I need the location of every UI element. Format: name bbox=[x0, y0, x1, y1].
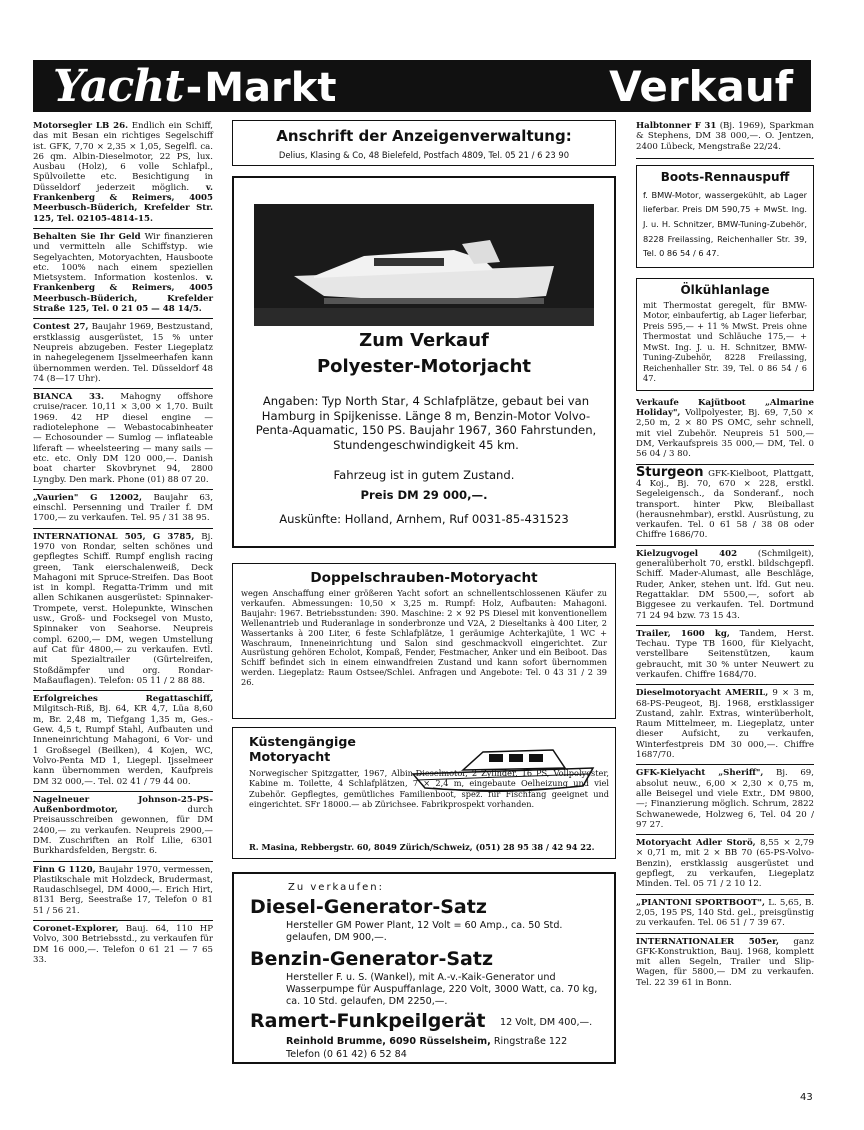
boots-body: f. BMW-Motor, wassergekühlt, ab Lager lieferbar. Preis DM 590,75 + MwSt. Ing. J. u. H. Schnitzer, BMW-Tuning-Zubehör, 8228 Freilassing, Reichenhaller Str. 39, Tel. 0 86 54 / 6 47. bbox=[643, 189, 807, 259]
left-column bbox=[33, 118, 213, 969]
list-item: Dieselmotoryacht AMERIL, 9 × 3 m, 68-PS-Peugeot, Bj. 1968, erstklassiger Zustand, zahlr. Extras, winterüberholt, Raum Mittelmeer, m. Liegeplatz, unter dieser Aufsicht, zu verkaufen, Winterfestpreis DM 30 000,—. Chiffre 1687/70. bbox=[636, 685, 814, 765]
kuesten-contact: R. Masina, Rebbergstr. 60, 8049 Zürich/Schweiz, (051) 28 95 38 / 42 94 22. bbox=[249, 842, 595, 852]
big-ad-body: Angaben: Typ North Star, 4 Schlafplätze, gebaut bei van Hamburg in Spijkenisse. Länge 8 m, Benzin-Motor Volvo-Penta-Aquamatic, 150 PS. Baujahr 1967, 360 Fahrstunden, Stundengeschwindigkeit 45 km. bbox=[255, 394, 597, 452]
list-item: Finn G 1120, Baujahr 1970, vermessen, Plastikschale mit Holzdeck, Brudermast, Raudaschlsegel, DM 4000,—. Erich Hirt, 8131 Berg, Seestraße 17, Telefon 0 81 51 / 56 21. bbox=[33, 862, 213, 921]
list-item: Motoryacht Adler Storö, 8,55 × 2,79 × 0,71 m, mit 2 × BB 70 (65-PS-Volvo-Benzin), erstklassig ausgerüstet und gepflegt, zu verkaufen, Liegeplatz Minden. Tel. 05 71 / 2 10 12. bbox=[636, 835, 814, 894]
header-brand: Yacht bbox=[53, 60, 184, 112]
header-section: Verkauf bbox=[609, 61, 793, 111]
big-ad-subheading: Polyester-Motorjacht bbox=[316, 356, 532, 377]
kuesten-title-2: Motoryacht bbox=[249, 749, 331, 764]
oel-title: Ölkühlanlage bbox=[680, 282, 770, 297]
generator-contact-name: Reinhold Brumme, 6090 Rüsselsheim, bbox=[286, 1036, 491, 1047]
anschrift-line: Delius, Klasing & Co, 48 Bielefeld, Postfach 4809, Tel. 05 21 / 6 23 90 bbox=[278, 150, 570, 160]
boots-box bbox=[636, 165, 814, 268]
list-item: INTERNATIONALER 505er, ganz GFK-Konstruktion, Bauj. 1968, komplett mit allen Segeln, Trailer und Slip-Wagen, für 5800,— DM zu verkaufen. Tel. 22 39 61 in Bonn. bbox=[636, 936, 815, 988]
list-item: Nagelneuer Johnson-25-PS-Außenbordmotor, durch Preisausschreiben gewonnen, für DM 2400,— zu verkaufen. Neupreis 2900,— DM. Zuschriften an Rolf Lilie, 6301 Burkhardsfelden, Bergstr. 6. bbox=[33, 792, 213, 862]
generator-phone: Telefon (0 61 42) 6 52 84 bbox=[286, 1049, 407, 1060]
list-item: Coronet-Explorer, Bauj. 64, 110 HP Volvo, 300 Betriebsstd., zu verkaufen für DM 16 000,—. Telefon 0 61 21 — 7 65 33. bbox=[33, 924, 213, 965]
big-ad-condition: Fahrzeug ist in gutem Zustand. bbox=[333, 468, 515, 482]
doppel-ad-box bbox=[232, 563, 616, 719]
oel-body: mit Thermostat geregelt, für BMW-Motor, einbaufertig, ab Lager lieferbar, Preis 595,— + 11 % MwSt. Preis ohne Thermostat und Schläuche 175,— + MwSt. Ing. J. u. H. Schnitzer, BMW-Tuning-Zubehör, 8228 Freilassing, Reichenhaller Str. 39, Tel. 0 86 54 / 6 47. bbox=[643, 299, 807, 384]
generator-ad-box bbox=[232, 872, 616, 1064]
list-item: Contest 27, Baujahr 1969, Bestzustand, erstklassig ausgerüstet, 15 % unter Neupreis abzugeben. Fester Liegeplatz in nahegelegenem Ijsselmeerhafen kann übernommen werden. Tel. Düsseldorf 48 74 (8—17 Uhr). bbox=[33, 319, 213, 389]
list-item: Erfolgreiches Regattaschiff, Milgitsch-Riß, Bj. 64, KR 4,7, Lüa 8,60 m, Br. 2,48 m, Tiefgang 1,35 m, Ges.-Gew. 4,5 t, Rumpf Stahl, Aufbauten und Inneneinrichtung Mahagoni, 6 Vor- und 1 Großsegel (Beilken), 4 Kojen, WC, Volvo-Penta MD 1, Liegepl. Ijsselmeer kann übernommen werden, Kaufpreis DM 32 000,—. Tel. 02 41 / 79 44 00. bbox=[33, 691, 213, 792]
generator-contact-street: Ringstraße 122 bbox=[493, 1036, 568, 1047]
big-ad-heading: Zum Verkauf bbox=[359, 330, 489, 351]
doppel-body: wegen Anschaffung einer größeren Yacht sofort an schnellentschlossenen Käufer zu verkaufen. Abmessungen: 10,50 × 3,25 m. Rumpf: Holz, Aufbauten: Mahagoni. Baujahr: 1967. Betriebsstunden: 390. Maschine: 2 × 92 PS Diesel mit konventionellem Wellenantrieb und Ruderanlage in sonderbronze und V2A, 2 Dieseltanks à 400 Liter, 2 Wassertanks à 200 Liter, 6 feste Schlafplätze, 1 geräumige Achterkajüte, 1 WC + Waschraum, Inneneinrichtung und Salon sind geschmackvoll eingerichtet. Zur Ausrüstung gehören Echolot, Kompaß, Fender, Festmacher, Anker und ein Beiboot. Das Schiff befindet sich in einem einwandfreien Zustand und kann sofort übernommen werden. Liegeplatz: Raum Ostsee/Schlei. Anfragen und Angebote: Tel. 0 43 31 / 2 39 26. bbox=[241, 588, 607, 688]
list-item: Sturgeon GFK-Kielboot, Plattgatt, 4 Koj., Bj. 70, 670 × 228, erstkl. Segeleigensch., da Sonderanf., noch transport. hinter Pkw, Bleiballast (herausnehmbar), erstkl. Ausrüstung, zu verkaufen. Tel. 0 61 58 / 38 08 oder Chiffre 1686/70. bbox=[636, 465, 814, 546]
generator-intro: Zu verkaufen: bbox=[288, 882, 385, 893]
header-markt: Markt bbox=[204, 64, 337, 111]
right-column bbox=[636, 118, 814, 992]
list-item: „Vaurien" G 12002, Baujahr 63, einschl. Persenning und Trailer f. DM 1700,— zu verkaufen. Tel. 95 / 31 38 95. bbox=[33, 490, 213, 529]
header-dash: - bbox=[185, 64, 203, 111]
kuesten-ad-box bbox=[232, 727, 616, 859]
generator-title-2: Benzin-Generator-Satz bbox=[250, 948, 494, 970]
generator-body-1: Hersteller GM Power Plant, 12 Volt = 60 Amp., ca. 50 Std. gelaufen, DM 900,—. bbox=[286, 920, 563, 943]
page-number: 43 bbox=[800, 1092, 813, 1103]
list-item: Verkaufe Kajütboot „Almarine Holiday", Vollpolyester, Bj. 69, 7,50 × 2,50 m, 2 × 80 PS OMC, sehr schnell, mit viel Zubehör. Neupreis 51 500,— DM, Verkaufspreis 35 000,— DM, Tel. 0 56 04 / 3 80. bbox=[636, 395, 814, 465]
oel-box bbox=[636, 278, 814, 391]
generator-contact-1 bbox=[286, 1036, 567, 1047]
section-header bbox=[33, 60, 811, 112]
list-item: INTERNATIONAL 505, G 3785, Bj. 1970 von Rondar, selten schönes und gepflegtes Schiff. Rumpf english racing green, Tank eierschalenweiß, Deck Mahagoni mit Spruce-Streifen. Das Boot ist in kompl. Regatta-Trimm und mit allen Schikanen ausgerüstet: Spinnaker-Trompete, verst. Holepunkte, Winschen usw., Groß- und Focksegel von Musto, Spinnaker von Seahorse. Neupreis compl. 6200,— DM, wegen Umstellung auf Cat für 4800,— zu verkaufen. Evtl. mit Spezialtrailer (Gürtelreifen, Stoßdämpfer und org. Rondar-Maßauflagen). Telefon: 05 11 / 2 88 88. bbox=[33, 529, 213, 691]
header-title-group bbox=[33, 61, 336, 112]
list-item: Behalten Sie Ihr Geld Wir finanzieren und vermitteln alle Schiffstyp. wie Segelyachten, Motoryachten, Hausboote etc. 100% nach einem speziellen Mietsystem. Information kostenlos. v. Frankenberg & Reimers, 4005 Meerbusch-Büderich, Krefelder Straße 125, Tel. 0 21 05 — 48 14/5. bbox=[33, 229, 213, 319]
boots-title: Boots-Rennauspuff bbox=[660, 169, 790, 184]
generator-title-1: Diesel-Generator-Satz bbox=[250, 896, 487, 918]
list-item: GFK-Kielyacht „Sheriff", Bj. 69, absolut neuw., 6,00 × 2,30 × 0,75 m, alle Beisegel und viele Extr., DM 9800,—; Finanzierung möglich. Schrum, 2822 Schwanewede, Holzweg 6, Tel. 04 20 / 97 27. bbox=[636, 765, 814, 835]
kuesten-title-1: Küstengängige bbox=[249, 734, 356, 749]
motorboat-image bbox=[254, 204, 594, 326]
big-ad-contact: Auskünfte: Holland, Arnhem, Ruf 0031-85-431523 bbox=[279, 512, 569, 526]
list-item: BIANCA 33. Mahogny offshore cruise/racer. 10,11 × 3,00 × 1,70. Built 1969. 42 HP diesel engine — radiotelephone — Webastocabinheater — Echosounder — Sumlog — inflateable liferaft — wheelsteering — many sails — etc. etc. Only DM 120 000,—. Danish boat charter Skovbrynet 94, 2800 Lyngby. Den mark. Phone (01) 88 07 20. bbox=[33, 389, 213, 490]
list-item: Kielzugvogel 402 (Schmilgeit), generalüberholt 70, erstkl. bildschgepfl. Schiff. Mader-Alumast, alle Beschläge, Ruder, Anker, stehen unt. lfd. Gut neu. Regattaklar. DM 5500,—, sofort ab Biggesee zu verkaufen. Tel. Dortmund 71 24 94 bzw. 73 15 43. bbox=[636, 546, 814, 626]
generator-body-3: 12 Volt, DM 400,—. bbox=[500, 1017, 593, 1028]
generator-title-3: Ramert-Funkpeilgerät bbox=[250, 1010, 486, 1032]
generator-body-2: Hersteller F. u. S. (Wankel), mit A.-v.-Kaik-Generator und Wasserpumpe für Auspuffanlage, 220 Volt, 3000 Watt, ca. 70 kg, ca. 10 Std. gelaufen, DM 2250,—. bbox=[286, 972, 598, 1007]
list-item: Motorsegler LB 26. Endlich ein Schiff, das mit Besan ein richtiges Segelschiff ist. GFK, 7,70 × 2,35 × 1,05, Segelfl. ca. 26 qm. Albin-Dieselmotor, 22 PS, lux. Ausbau (Holz), 6 volle Schlafpl., Spülvoilette etc. Besichtigung in Düsseldorf jederzeit möglich. v. Frankenberg & Reimers, 4005 Meerbusch-Büderich, Krefelder Str. 125, Tel. 02105-4814-15. bbox=[33, 118, 213, 229]
list-item: Halbtonner F 31 (Bj. 1969), Sparkman & Stephens, DM 38 000,—. O. Jentzen, 2400 Lübeck, Mengstraße 22/24. bbox=[636, 118, 814, 159]
big-ad-box bbox=[232, 176, 616, 548]
big-ad-price: Preis DM 29 000,—. bbox=[360, 488, 488, 502]
doppel-title: Doppelschrauben-Motoryacht bbox=[310, 570, 538, 586]
anschrift-box bbox=[232, 120, 616, 166]
anschrift-title: Anschrift der Anzeigenverwaltung: bbox=[276, 127, 572, 145]
kuesten-body: Norwegischer Spitzgatter, 1967, Albin-Dieselmotor, 2 Zylinder, 16 PS, Vollpolyester, Kabine m. Toilette, 4 Schlafplätzen, 7 × 2,4 m, eingebaute Oelheizung und viel Zubehör. Gepflegtes, gemütliches Familienboot, spez. für Fischfang geeignet und eingerichtet. SFr 18000.— ab Zürichsee. Fabrikprospekt vorhanden. bbox=[249, 768, 609, 810]
list-item: Trailer, 1600 kg, Tandem, Herst. Techau. Type TB 1600, für Kielyacht, verstellbare Seitenstützen, kaum gebraucht, mit 30 % unter Neuwert zu verkaufen. Chiffre 1684/70. bbox=[636, 626, 814, 685]
list-item: „PIANTONI SPORTBOOT", L. 5,65, B. 2,05, 195 PS, 140 Std. gel., preisgünstig zu verkaufen. Tel. 06 51 / 7 39 67. bbox=[636, 895, 814, 934]
boat-photo bbox=[254, 204, 594, 326]
